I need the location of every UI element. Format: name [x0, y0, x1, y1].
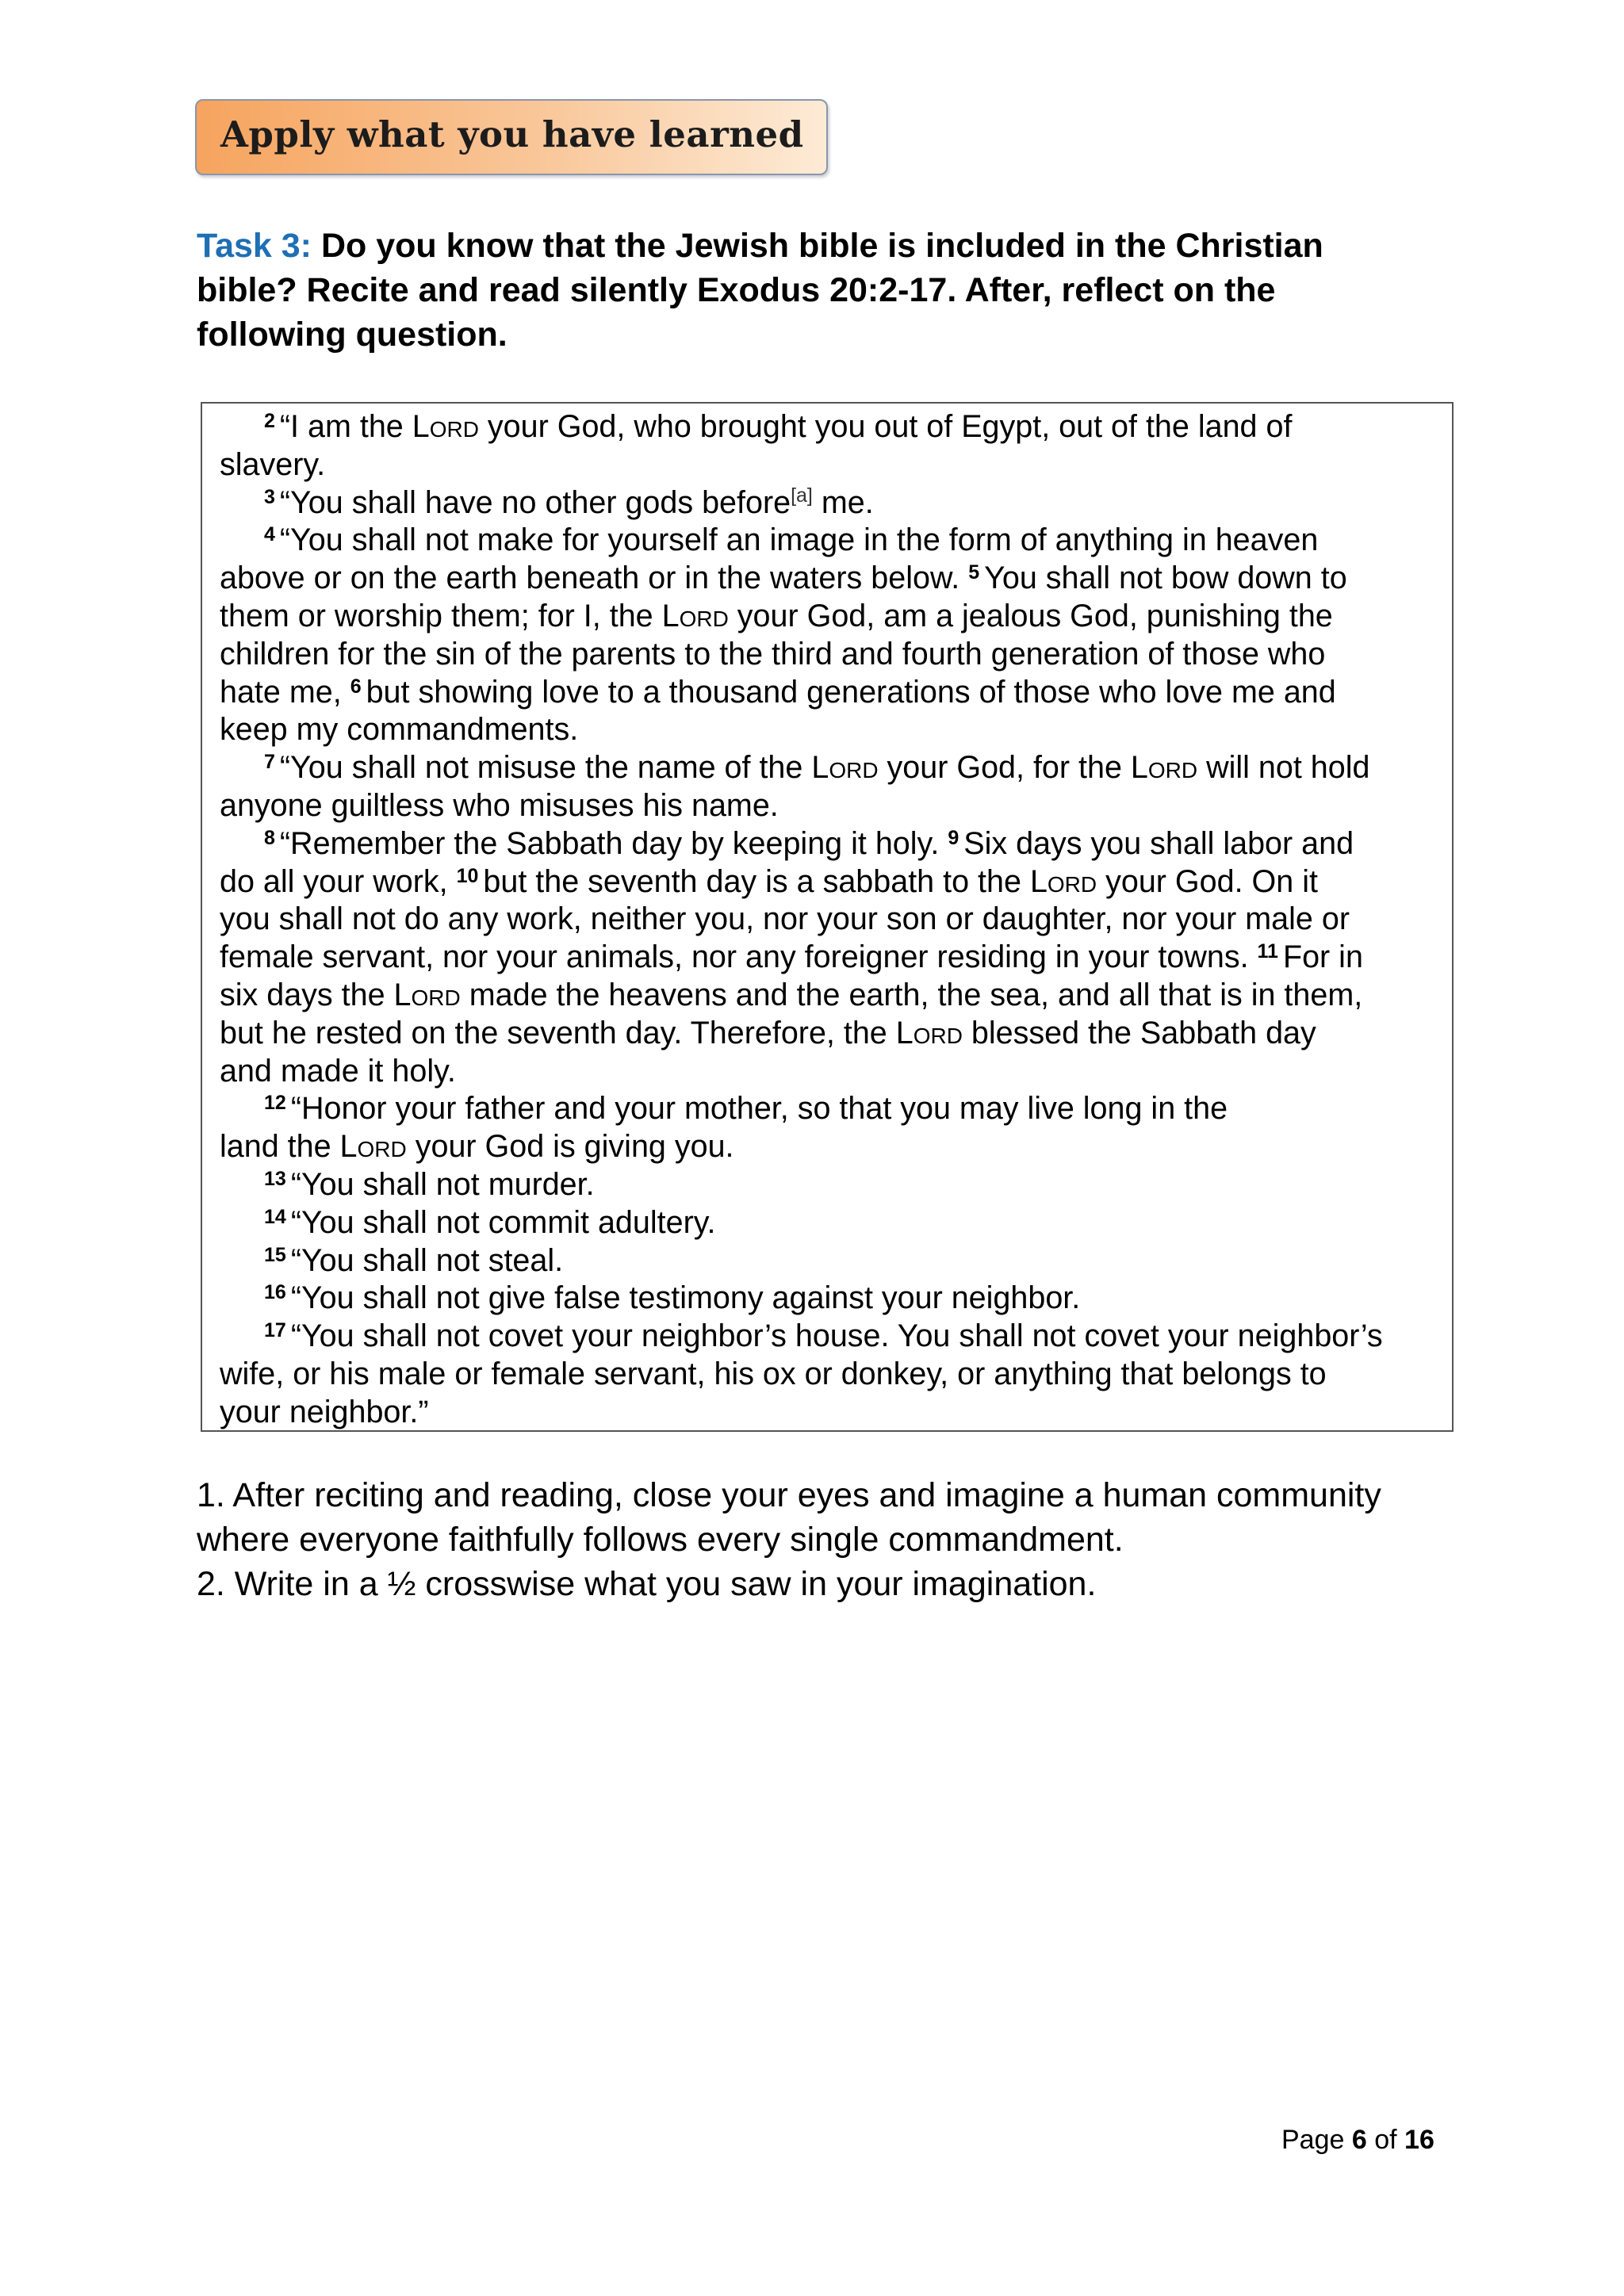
verse-text: do all your work,	[220, 863, 457, 899]
verse-text: female servant, nor your animals, nor any foreigner residing in your towns.	[220, 939, 1258, 975]
verse-number: 16	[264, 1281, 286, 1304]
passage-line	[220, 636, 1449, 674]
page-prefix: Page	[1281, 2125, 1352, 2155]
lord-word: Lord	[811, 750, 879, 786]
question-2: 2. Write in a ½ crosswise what you saw in your imagination.	[197, 1565, 1097, 1603]
verse-text: made the heavens and the earth, the sea, and all that is in them,	[460, 977, 1363, 1012]
passage-line	[220, 977, 1449, 1015]
verse-text: you shall not do any work, neither you, nor your son or daughter, nor your male or	[220, 901, 1350, 937]
verse-text: “You shall not covet your neighbor’s house. You shall not covet your neighbor’s	[290, 1318, 1383, 1354]
passage-line	[220, 1280, 1449, 1318]
page-total: 16	[1404, 2125, 1434, 2155]
passage-line	[220, 825, 1449, 863]
verse-number: 14	[264, 1205, 286, 1228]
verse-text: me.	[812, 484, 874, 520]
passage-line	[220, 863, 1449, 901]
passage-line	[220, 711, 1449, 749]
verse-number: 6	[350, 675, 362, 698]
verse-number: 7	[264, 751, 275, 774]
verse-text: land the	[220, 1129, 340, 1165]
verse-text: “You shall not make for yourself an image in the form of anything in heaven	[279, 522, 1319, 558]
verse-number: 8	[264, 826, 275, 849]
verse-text: blessed the Sabbath day	[962, 1015, 1316, 1050]
verse-number: 12	[264, 1092, 286, 1115]
verse-text: but showing love to a thousand generations of those who love me and	[366, 674, 1336, 710]
passage-line	[220, 446, 1449, 484]
verse-number: 11	[1257, 940, 1278, 963]
verse-number: 10	[456, 864, 479, 887]
task-prompt	[197, 224, 1434, 357]
passage-line	[220, 1128, 1449, 1166]
verse-text: slavery.	[220, 446, 326, 482]
task-text-line2: bible? Recite and read silently Exodus 20:2-17. After, reflect on the	[197, 271, 1276, 309]
lord-word: Lord	[1130, 750, 1198, 786]
passage-line	[220, 787, 1449, 825]
verse-text: “Honor your father and your mother, so that you may live long in the	[290, 1091, 1228, 1127]
question-1-line1: 1. After reciting and reading, close your eyes and imagine a human community	[197, 1476, 1381, 1514]
verse-number: 2	[264, 410, 275, 432]
banner-title: Apply what you have learned	[220, 113, 804, 155]
lord-word: Lord	[412, 409, 479, 444]
passage-line	[220, 1204, 1449, 1242]
verse-text: your God, who brought you out of Egypt, out of the land of	[478, 409, 1293, 444]
passage-line	[220, 408, 1449, 446]
passage-line	[220, 901, 1449, 939]
verse-text: them or worship them; for I, the	[220, 598, 662, 633]
lord-word: Lord	[339, 1129, 407, 1165]
verse-text: your God. On it	[1097, 863, 1318, 899]
verse-text: You shall not bow down to	[984, 561, 1347, 596]
footnote-link[interactable]: [a]	[791, 484, 813, 507]
verse-text: keep my commandments.	[220, 712, 579, 748]
passage-line	[220, 1356, 1449, 1394]
passage-line	[220, 560, 1449, 598]
verse-text: For in	[1282, 939, 1363, 975]
task-label: Task 3:	[197, 227, 312, 265]
verse-text: “You shall not steal.	[290, 1242, 564, 1278]
verse-text: six days the	[220, 977, 394, 1012]
question-1-line2: where everyone faithfully follows every single commandment.	[197, 1521, 1124, 1559]
passage-line	[220, 749, 1449, 787]
passage-line	[220, 939, 1449, 977]
scripture-text	[220, 408, 1449, 1432]
page-current: 6	[1351, 2125, 1367, 2155]
verse-text: “You shall not commit adultery.	[290, 1204, 716, 1240]
lord-word: Lord	[661, 598, 729, 633]
passage-line	[220, 1166, 1449, 1204]
page-number-footer	[1281, 2125, 1434, 2156]
verse-text: “I am the	[279, 409, 412, 444]
section-banner	[195, 99, 828, 175]
passage-line	[220, 1015, 1449, 1053]
verse-text: will not hold	[1197, 750, 1370, 786]
passage-line	[220, 484, 1449, 522]
verse-text: but he rested on the seventh day. Therefore, the	[220, 1015, 896, 1050]
lord-word: Lord	[895, 1015, 963, 1050]
verse-text: “You shall not misuse the name of the	[279, 750, 812, 786]
verse-text: but the seventh day is a sabbath to the	[483, 863, 1030, 899]
passage-line	[220, 1242, 1449, 1280]
passage-line	[220, 674, 1449, 712]
verse-number: 15	[264, 1243, 286, 1266]
verse-text: your neighbor.”	[220, 1394, 429, 1429]
task-text-line3: following question.	[197, 316, 508, 354]
verse-text: “You shall not murder.	[290, 1166, 595, 1202]
verse-text: hate me,	[220, 674, 350, 710]
verse-text: wife, or his male or female servant, his ox or donkey, or anything that belongs to	[220, 1356, 1327, 1391]
verse-text: “You shall not give false testimony against your neighbor.	[290, 1280, 1081, 1316]
passage-line	[220, 1318, 1449, 1356]
verse-text: above or on the earth beneath or in the waters below.	[220, 561, 969, 596]
passage-line	[220, 1394, 1449, 1432]
verse-text: anyone guiltless who misuses his name.	[220, 787, 779, 823]
verse-text: your God, am a jealous God, punishing the	[728, 598, 1333, 633]
lord-word: Lord	[393, 977, 461, 1012]
verse-text: “Remember the Sabbath day by keeping it holy.	[279, 825, 948, 861]
verse-text: Six days you shall labor and	[963, 825, 1354, 861]
verse-text: “You shall have no other gods before	[279, 484, 791, 520]
verse-text: and made it holy.	[220, 1053, 456, 1089]
scripture-passage-box	[201, 402, 1454, 1432]
verse-text: children for the sin of the parents to the third and fourth generation of those who	[220, 636, 1326, 672]
reflection-questions	[197, 1473, 1481, 1606]
verse-text: your God, for the	[878, 750, 1131, 786]
verse-number: 4	[264, 523, 275, 546]
verse-number: 17	[264, 1319, 286, 1342]
page-of: of	[1366, 2125, 1405, 2155]
lord-word: Lord	[1029, 863, 1097, 899]
task-text-line1: Do you know that the Jewish bible is included in the Christian	[320, 227, 1323, 265]
verse-number: 3	[264, 485, 275, 508]
passage-line	[220, 522, 1449, 560]
passage-line	[220, 1053, 1449, 1091]
verse-text: your God is giving you.	[406, 1129, 734, 1165]
verse-number: 5	[968, 561, 980, 584]
verse-number: 9	[948, 826, 959, 849]
passage-line	[220, 598, 1449, 636]
passage-line	[220, 1090, 1449, 1128]
verse-number: 13	[264, 1167, 286, 1190]
